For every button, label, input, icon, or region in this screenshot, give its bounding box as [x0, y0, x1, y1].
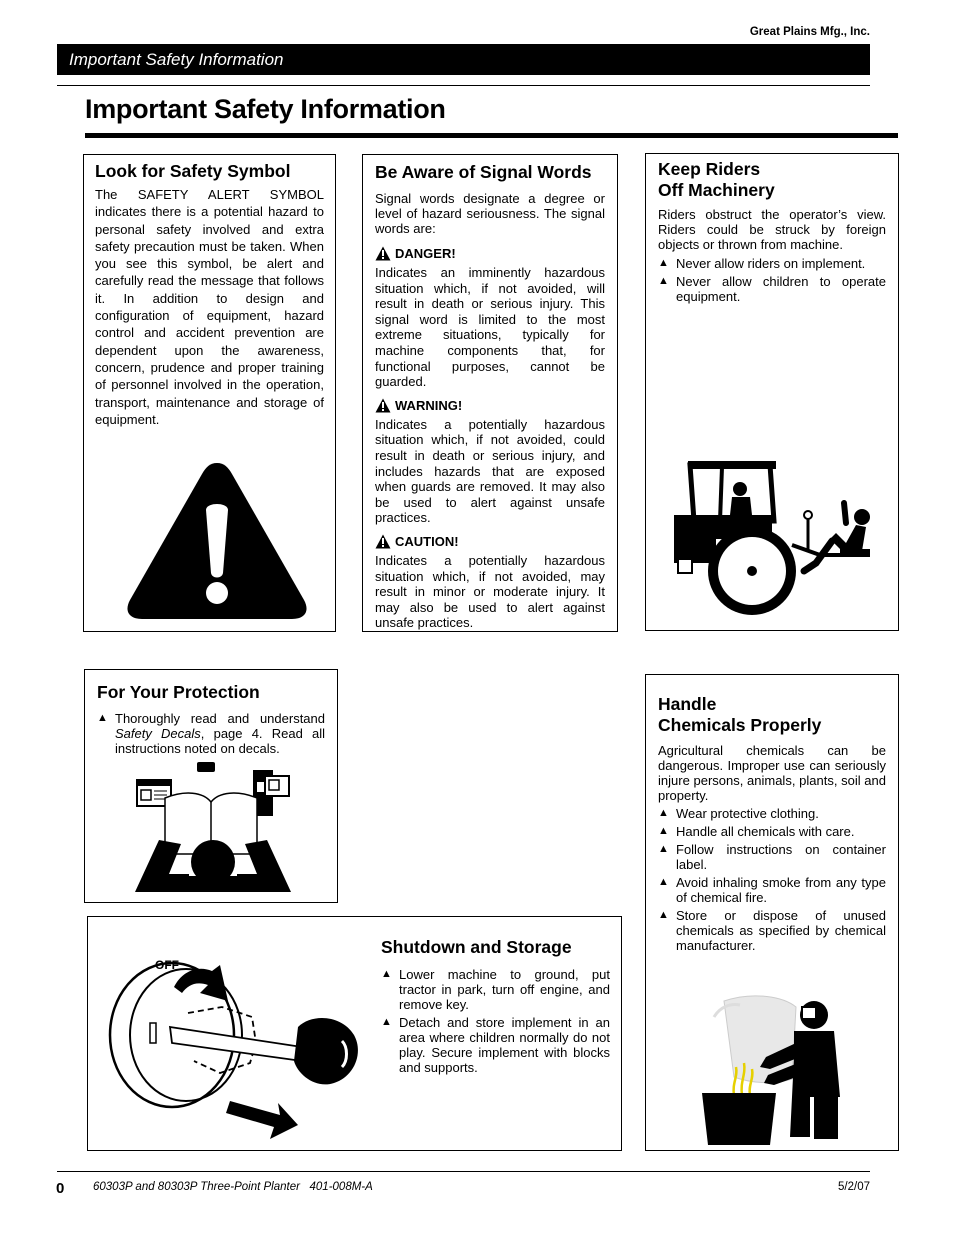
list-item: ▲ Avoid inhaling smoke from any type of chemical fire.: [658, 875, 886, 905]
warning-label: WARNING!: [395, 397, 463, 413]
shutdown-title: Shutdown and Storage: [381, 937, 572, 957]
signal-words-box: [362, 154, 618, 632]
keep-riders-box: [645, 153, 899, 631]
bullet-triangle-icon: ▲: [658, 807, 669, 819]
danger-label: DANGER!: [395, 246, 456, 261]
bullet-triangle-icon: ▲: [381, 1016, 392, 1028]
document-title: 60303P and 80303P Three-Point Planter 401-008M-A: [93, 1181, 373, 1193]
page-title: Important Safety Information: [85, 94, 446, 124]
signal-words-title: Be Aware of Signal Words: [375, 162, 592, 182]
list-item: ▲ Thoroughly read and understand Safety Decals, page 4. Read all instructions noted on decals.: [97, 711, 325, 756]
safety-alert-icon: [375, 398, 391, 413]
riders-title-line1: Keep Riders: [658, 159, 761, 179]
list-item: ▲ Lower machine to ground, put tractor in park, turn off engine, and remove key.: [381, 967, 610, 1012]
chemical-handling-illustration: [684, 987, 884, 1147]
warning-heading: [375, 398, 605, 413]
bullet-triangle-icon: ▲: [658, 843, 669, 855]
bullet-triangle-icon: ▲: [658, 275, 669, 287]
danger-heading: [375, 246, 605, 261]
caution-text: Indicates a potentially hazardous situation which, if not avoided, may result in minor or moderate injury. It may also be used to alert against unsafe practices.: [375, 552, 605, 631]
ignition-key-removal-illustration: [102, 943, 362, 1153]
look-symbol-title: Look for Safety Symbol: [95, 161, 291, 181]
bullet-triangle-icon: ▲: [97, 712, 108, 724]
bullet-triangle-icon: ▲: [658, 825, 669, 837]
shutdown-bullet-list: [381, 967, 610, 1075]
look-for-safety-symbol-box: [83, 154, 336, 632]
document-date: 5/2/07: [838, 1181, 870, 1193]
company-name: Great Plains Mfg., Inc.: [749, 26, 870, 38]
list-item: ▲ Follow instructions on container label.: [658, 842, 886, 872]
safety-alert-symbol-icon: [122, 455, 312, 625]
safety-alert-icon: [375, 534, 391, 549]
chemicals-bullet-list: [658, 806, 886, 953]
chemicals-intro: Agricultural chemicals can be dangerous. Improper use can seriously injure persons, animals, plants, soil and property.: [658, 743, 886, 803]
list-item: ▲ Store or dispose of unused chemicals as specified by chemical manufacturer.: [658, 908, 886, 953]
warning-text: Indicates a potentially hazardous situation which, if not avoided, could result in death or serious injury, and includes hazards that are exposed when guards are removed. It may also be used to alert against unsafe practices.: [375, 416, 605, 526]
look-symbol-body: The SAFETY ALERT SYMBOL indicates there is a potential hazard to personal safety involved and extra safety precaution must be taken. When you see this symbol, be alert and carefully read the message that follows it. In addition to design and configuration of equipment, hazard control and accident prevention are dependent upon the awareness, concern, prudence and proper training of personnel involved in the operation, transport, maintenance and storage of equipment.: [95, 187, 324, 427]
tractor-rider-illustration: [670, 459, 880, 619]
caution-label: CAUTION!: [395, 533, 459, 549]
safety-alert-icon: [375, 246, 391, 261]
chemicals-title-line2: Chemicals Properly: [658, 715, 822, 735]
list-item: ▲ Wear protective clothing.: [658, 806, 819, 821]
protection-bullet-list: [97, 711, 325, 756]
riders-intro: Riders obstruct the operator’s view. Riders could be struck by foreign objects or thrown from machine.: [658, 207, 886, 252]
bullet-triangle-icon: ▲: [658, 909, 669, 921]
title-rule: [85, 133, 898, 138]
list-item: ▲ Handle all chemicals with care.: [658, 824, 855, 839]
riders-title-line2: Off Machinery: [658, 180, 775, 200]
bullet-triangle-icon: ▲: [658, 257, 669, 269]
signal-words-intro: Signal words designate a degree or level of hazard seriousness. The signal words are:: [375, 191, 605, 236]
person-reading-manual-illustration: [125, 758, 305, 898]
bullet-triangle-icon: ▲: [381, 968, 392, 980]
list-item: ▲ Never allow riders on implement.: [658, 256, 866, 271]
header-rule: [57, 85, 870, 86]
shutdown-storage-box: [87, 916, 622, 1151]
off-label: OFF: [155, 958, 179, 972]
list-item: ▲ Never allow children to operate equipment.: [658, 274, 886, 304]
danger-text: Indicates an imminently hazardous situation which, if not avoided, will result in death or serious injury. This signal word is limited to the most extreme situations, typically for machine components that, for functional purposes, cannot be guarded.: [375, 265, 605, 390]
footer-rule: [57, 1171, 870, 1172]
bullet-triangle-icon: ▲: [658, 876, 669, 888]
shutdown-text-column: [381, 937, 610, 1075]
riders-bullet-list: [658, 256, 886, 304]
protection-title: For Your Protection: [97, 682, 260, 702]
list-item: ▲ Detach and store implement in an area where children normally do not play. Secure implement with blocks and supports.: [381, 1015, 610, 1075]
caution-heading: [375, 534, 605, 549]
for-your-protection-box: [84, 669, 338, 903]
chemicals-title-line1: Handle: [658, 694, 717, 714]
handle-chemicals-box: [645, 674, 899, 1151]
page-number: 0: [56, 1180, 65, 1197]
section-header-bar: Important Safety Information: [57, 44, 870, 75]
